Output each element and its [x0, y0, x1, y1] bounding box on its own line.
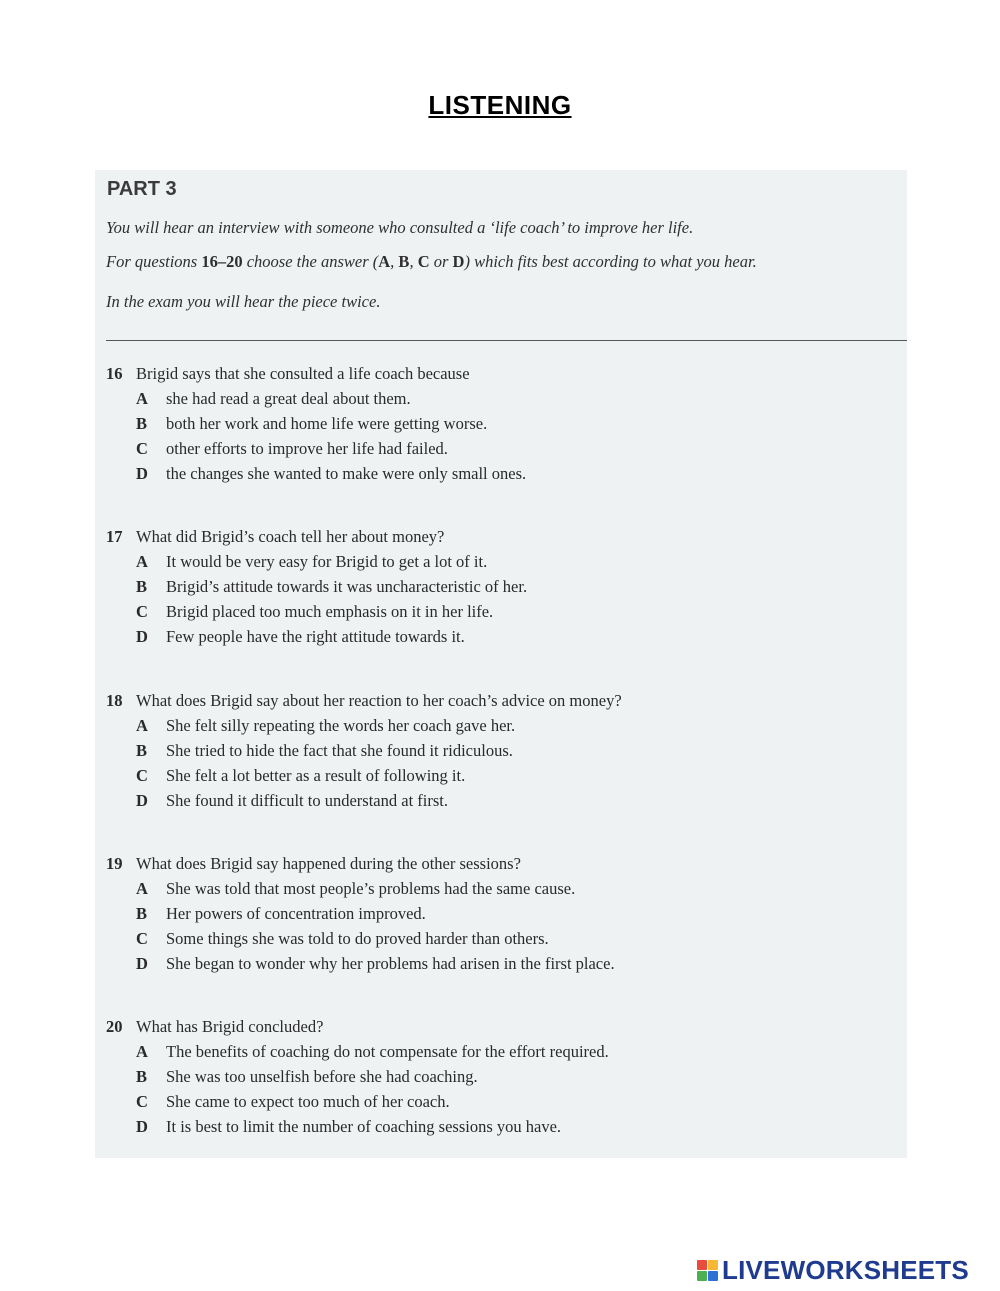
option-text: She found it difficult to understand at first. [166, 791, 448, 810]
option-text: both her work and home life were getting worse. [166, 414, 488, 433]
part-heading: PART 3 [107, 178, 177, 200]
option-d[interactable] [106, 627, 896, 652]
option-text: Her powers of concentration improved. [166, 904, 426, 923]
question-text: What has Brigid concluded? [136, 1017, 324, 1036]
liveworksheets-logo-icon [697, 1260, 718, 1281]
option-text: other efforts to improve her life had failed. [166, 439, 448, 458]
logo-tile-l [697, 1260, 707, 1270]
option-a[interactable] [106, 879, 896, 904]
option-text: She began to wonder why her problems had arisen in the first place. [166, 954, 615, 973]
question-text: What does Brigid say about her reaction to her coach’s advice on money? [136, 691, 622, 710]
option-letter: A [136, 1042, 148, 1061]
option-text: Some things she was told to do proved harder than others. [166, 929, 549, 948]
option-text: She came to expect too much of her coach. [166, 1092, 450, 1111]
question-number: 18 [106, 691, 123, 710]
option-c[interactable] [106, 929, 896, 954]
option-text: Few people have the right attitude towards it. [166, 627, 465, 646]
option-letter: C [136, 439, 148, 458]
option-d[interactable] [106, 791, 896, 816]
option-b[interactable] [106, 904, 896, 929]
option-letter: A [136, 879, 148, 898]
instruction-questions: For questions 16–20 choose the answer (A, B, C or D) which fits best according to what you hear. [106, 252, 757, 271]
option-text: Brigid placed too much emphasis on it in her life. [166, 602, 494, 621]
option-a[interactable] [106, 552, 896, 577]
divider-rule [106, 340, 907, 341]
option-letter: C [136, 1092, 148, 1111]
instruction-intro: You will hear an interview with someone who consulted a ‘life coach’ to improve her life. [106, 218, 694, 237]
option-letter: D [136, 791, 148, 810]
worksheet-scan [95, 170, 907, 1158]
option-letter: B [136, 1067, 148, 1086]
option-text: Brigid’s attitude towards it was uncharacteristic of her. [166, 577, 528, 596]
option-letter: A [136, 716, 148, 735]
question-16 [106, 364, 896, 489]
option-letter: D [136, 627, 148, 646]
option-letter: D [136, 464, 148, 483]
option-letter: C [136, 766, 148, 785]
option-text: the changes she wanted to make were only small ones. [166, 464, 527, 483]
option-d[interactable] [106, 954, 896, 979]
option-letter: A [136, 389, 148, 408]
option-a[interactable] [106, 389, 896, 414]
option-text: It is best to limit the number of coaching sessions you have. [166, 1117, 562, 1136]
option-c[interactable] [106, 1092, 896, 1117]
option-text: She was too unselfish before she had coaching. [166, 1067, 478, 1086]
option-text: She felt a lot better as a result of following it. [166, 766, 466, 785]
option-c[interactable] [106, 766, 896, 791]
option-letter: D [136, 1117, 148, 1136]
question-number: 16 [106, 364, 123, 383]
logo-tile-v [697, 1271, 707, 1281]
option-b[interactable] [106, 1067, 896, 1092]
question-number: 17 [106, 527, 123, 546]
logo-tile-e [708, 1271, 718, 1281]
question-number: 19 [106, 854, 123, 873]
question-text: Brigid says that she consulted a life coach because [136, 364, 470, 383]
option-text: The benefits of coaching do not compensate for the effort required. [166, 1042, 609, 1061]
option-b[interactable] [106, 414, 896, 439]
question-19 [106, 854, 896, 979]
liveworksheets-logo[interactable] [697, 1256, 969, 1284]
question-18 [106, 691, 896, 816]
option-letter: D [136, 954, 148, 973]
question-number: 20 [106, 1017, 123, 1036]
option-text: She was told that most people’s problems had the same cause. [166, 879, 576, 898]
instruction-exam: In the exam you will hear the piece twice. [106, 292, 381, 311]
question-text: What did Brigid’s coach tell her about money? [136, 527, 445, 546]
option-letter: C [136, 929, 148, 948]
question-17 [106, 527, 896, 652]
option-text: It would be very easy for Brigid to get a lot of it. [166, 552, 488, 571]
option-letter: B [136, 414, 148, 433]
liveworksheets-logo-text: LIVEWORKSHEETS [722, 1254, 969, 1285]
logo-tile-i [708, 1260, 718, 1270]
question-20 [106, 1017, 896, 1142]
option-b[interactable] [106, 577, 896, 602]
option-letter: B [136, 904, 148, 923]
option-c[interactable] [106, 602, 896, 627]
option-a[interactable] [106, 716, 896, 741]
option-letter: B [136, 577, 148, 596]
option-letter: B [136, 741, 148, 760]
option-text: She felt silly repeating the words her coach gave her. [166, 716, 516, 735]
option-b[interactable] [106, 741, 896, 766]
option-d[interactable] [106, 1117, 896, 1142]
option-text: she had read a great deal about them. [166, 389, 411, 408]
option-a[interactable] [106, 1042, 896, 1067]
option-letter: A [136, 552, 148, 571]
page-title: LISTENING [428, 90, 572, 120]
option-letter: C [136, 602, 148, 621]
option-d[interactable] [106, 464, 896, 489]
option-text: She tried to hide the fact that she found it ridiculous. [166, 741, 513, 760]
question-text: What does Brigid say happened during the other sessions? [136, 854, 521, 873]
option-c[interactable] [106, 439, 896, 464]
